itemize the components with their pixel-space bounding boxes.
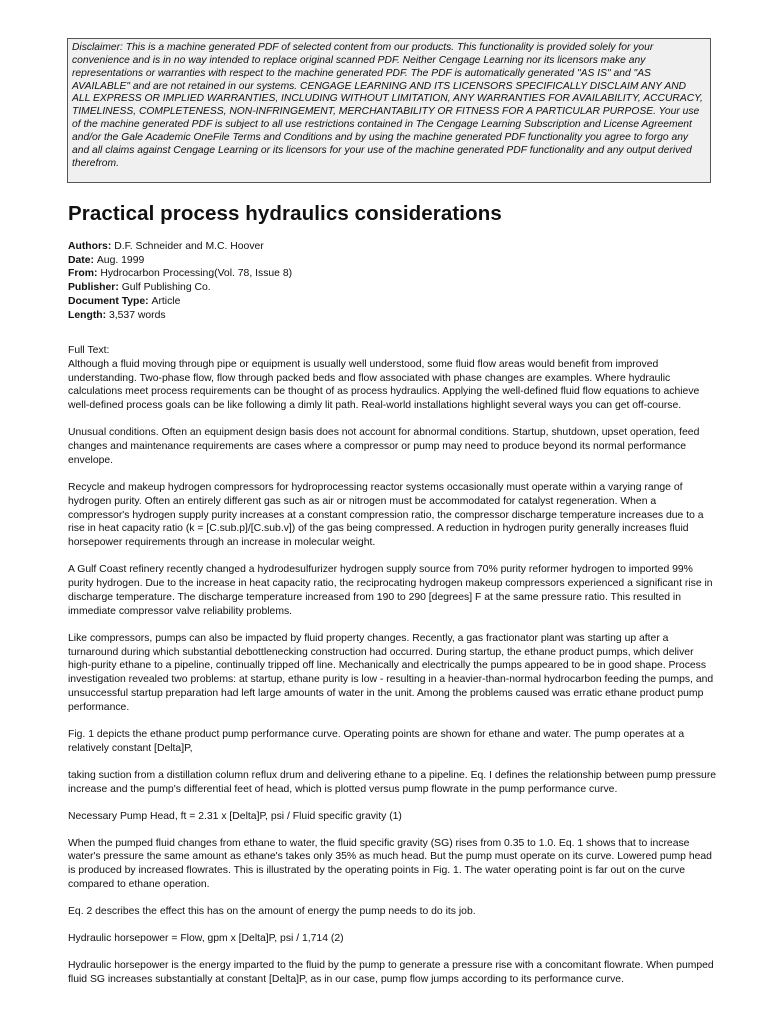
from-label: From:	[68, 268, 101, 280]
length-value: 3,537 words	[108, 309, 166, 321]
equation-1: Necessary Pump Head, ft = 2.31 x [Delta]P, psi / Fluid specific gravity (1)	[68, 810, 402, 822]
article-body	[68, 344, 718, 1000]
document-type-row	[68, 295, 292, 309]
publisher-label: Publisher:	[68, 282, 122, 294]
document-type-value: Article	[151, 295, 181, 307]
publisher-row	[68, 281, 292, 295]
paragraph: Fig. 1 depicts the ethane product pump performance curve. Operating points are shown for ethane and water. The pump operates at a relatively constant [Delta]P,	[68, 728, 685, 754]
publisher-value: Gulf Publishing Co.	[121, 282, 211, 294]
equation-2: Hydraulic horsepower = Flow, gpm x [Delta]P, psi / 1,714 (2)	[68, 933, 344, 945]
paragraph: Recycle and makeup hydrogen compressors for hydroprocessing reactor systems occasionally must operate within a varying range of hydrogen purity. Often an entirely different gas such as air or nitrogen must be accommodated for catalyst regeneration. When a compressor's hydrogen supply purity increases at a constant compression ratio, the compressor discharge temperature increases due to a rise in heat capacity ratio (k = [C.sub.p]/[C.sub.v]) of the gas being compressed. A reduction in hydrogen purity generally increases fluid horsepower requirements through an increase in molecular weight.	[68, 481, 704, 549]
paragraph: Unusual conditions. Often an equipment design basis does not account for abnormal conditions. Startup, shutdown, upset operation, feed changes and maintenance requirements are cases where a compressor or pump may need to produce beyond its normal performance envelope.	[68, 427, 700, 466]
date-label: Date:	[68, 254, 97, 266]
paragraph: Hydraulic horsepower is the energy imparted to the fluid by the pump to generate a pressure rise with a concomitant flowrate. When pumped fluid SG increases substantially at constant [Delta]P, as in our case, pump flow jumps according to its performance curve.	[68, 960, 714, 986]
date-row	[68, 254, 292, 268]
article-metadata	[68, 240, 292, 322]
length-label: Length:	[68, 309, 109, 321]
paragraph: Eq. 2 describes the effect this has on the amount of energy the pump needs to do its job.	[68, 906, 476, 918]
from-row	[68, 267, 292, 281]
paragraph: taking suction from a distillation column reflux drum and delivering ethane to a pipeline. Eq. I defines the relationship between pump pressure increase and the pump's differential feet of head, which is plotted versus pump flowrate in the pump performance curve.	[68, 769, 717, 795]
paragraph: Although a fluid moving through pipe or equipment is usually well understood, some fluid flow areas would benefit from improved understanding. Two-phase flow, flow through packed beds and flow associated with phase changes are examples. Where hydraulic calculations meet process requirements can be thought of as process hydraulics. Applying the well-defined fluid flow equations to achieve well-defined process goals can be like following a dimly lit path. Real-world installations highlight several ways you can get off-course.	[68, 358, 700, 412]
disclaimer-box: Disclaimer: This is a machine generated PDF of selected content from our products. This functionality is provided solely for your convenience and is in no way intended to replace original scanned PDF. Neither Cengage Learning nor its licensors make any representations or warranties with respect to the machine generated PDF. The PDF is automatically generated "AS IS" and "AS AVAILABLE" and are not retained in our systems. CENGAGE LEARNING AND ITS LICENSORS SPECIFICALLY DISCLAIM ANY AND ALL EXPRESS OR IMPLIED WARRANTIES, INCLUDING WITHOUT LIMITATION, ANY WARRANTIES FOR AVAILABILITY, ACCURACY, TIMELINESS, COMPLETENESS, NON-INFRINGEMENT, MERCHANTABILITY OR FITNESS FOR A PARTICULAR PURPOSE. Your use of the machine generated PDF is subject to all use restrictions contained in The Cengage Learning Subscription and License Agreement and/or the Gale Academic OneFile Terms and Conditions and by using the machine generated PDF functionality you agree to forgo any and all claims against Cengage Learning or its licensors for your use of the machine generated PDF functionality and any output derived therefrom.	[67, 38, 711, 183]
from-value: Hydrocarbon Processing(Vol. 78, Issue 8)	[100, 268, 293, 280]
paragraph: When the pumped fluid changes from ethane to water, the fluid specific gravity (SG) rises from 0.35 to 1.0. Eq. 1 shows that to increase water's pressure the same amount as ethane's takes only 35% as much head. But the pump must operate on its curve. Lowered pump head is produced by increased flowrates. This is illustrated by the operating points in Fig. 1. The water operating point is far out on the curve compared to ethane operation.	[68, 837, 712, 891]
paragraph: Like compressors, pumps can also be impacted by fluid property changes. Recently, a gas fractionator plant was starting up after a turnaround during which substantial debottlenecking construction had occurred. During startup, the ethane product pumps, which deliver high-purity ethane to a pipeline, continually tripped off line. Mechanically and electrically the pumps appeared to be in good shape. Process investigation revealed two problems: at startup, ethane purity is low - resulting in a heavier-than-normal hydrocarbon feeding the pumps, and unsuccessful startup preparation had left large amounts of water in the unit. Among the problems caused was erratic ethane product pump performance.	[68, 632, 714, 713]
date-value: Aug. 1999	[96, 254, 145, 266]
authors-label: Authors:	[68, 241, 115, 252]
authors-row	[68, 240, 292, 254]
full-text-label: Full Text:	[68, 345, 110, 356]
document-type-label: Document Type:	[68, 295, 152, 307]
length-row	[68, 309, 292, 323]
paragraph: A Gulf Coast refinery recently changed a hydrodesulfurizer hydrogen supply source from 70% purity reformer hydrogen to imported 99% purity hydrogen. Due to the increase in heat capacity ratio, the reciprocating hydrogen makeup compressors experienced a significant rise in discharge temperature. The discharge temperature increased from 190 to 290 [degrees] F at the same pressure ratio. This resulted in immediate compressor valve reliability problems.	[68, 564, 713, 617]
article-title: Practical process hydraulics considerations	[68, 202, 502, 225]
authors-value: D.F. Schneider and M.C. Hoover	[114, 241, 264, 252]
